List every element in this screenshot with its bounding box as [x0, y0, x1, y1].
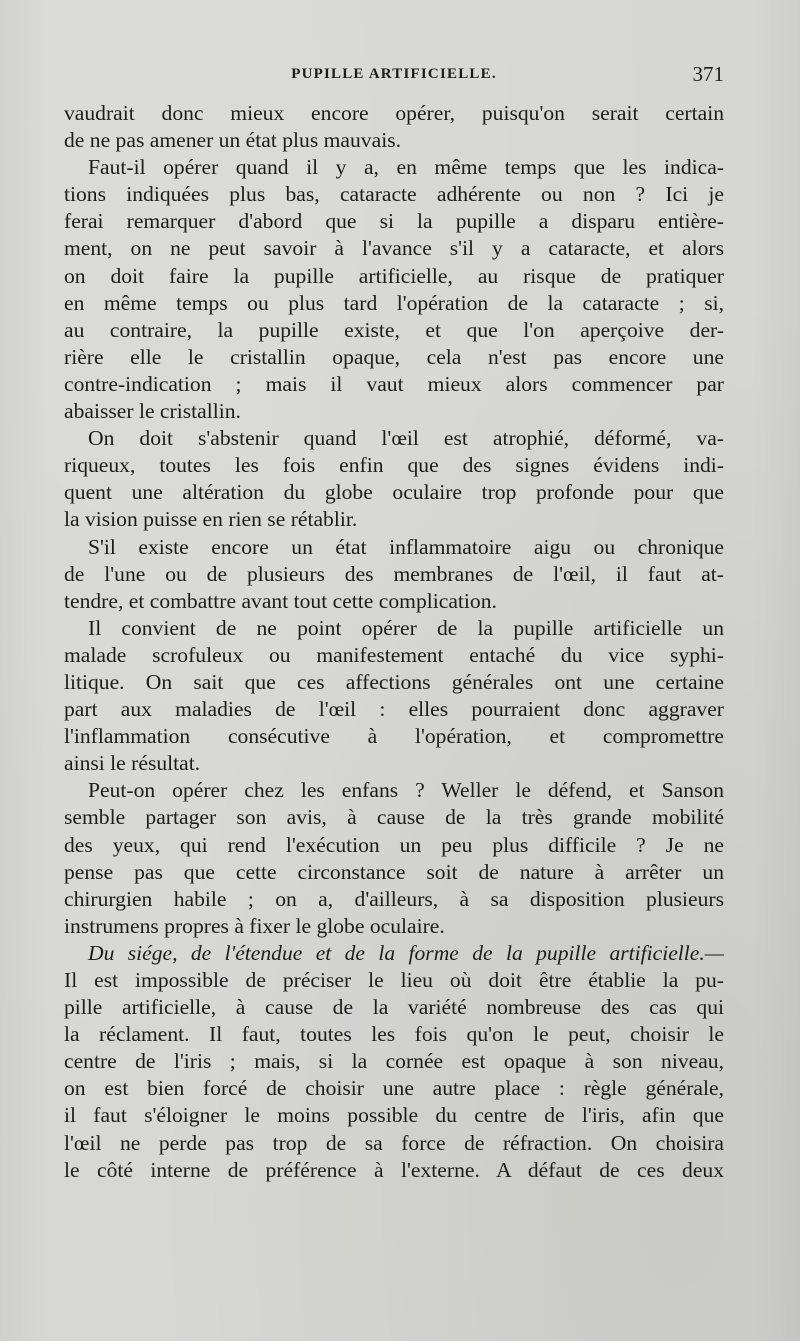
text-line: de ne pas amener un état plus mauvais. [64, 128, 401, 153]
text-line: quent une altération du globe oculaire trop profonde pour que [64, 480, 724, 505]
paragraph [64, 615, 724, 778]
text-line: malade scrofuleux ou manifestement entaché du vice syphi- [64, 642, 724, 667]
page-number: 371 [692, 62, 724, 86]
text-line: contre-indication ; mais il vaut mieux alors commencer par [64, 371, 724, 396]
paragraph [64, 940, 724, 1184]
text-line: ferai remarquer d'abord que si la pupille a disparu entière- [64, 209, 724, 234]
text-line: ainsi le résultat. [64, 751, 201, 776]
paragraph [64, 154, 724, 425]
paragraph [64, 100, 724, 154]
text-line: instrumens propres à fixer le globe oculaire. [64, 913, 445, 938]
text-line: abaisser le cristallin. [64, 399, 241, 424]
text-line: rière elle le cristallin opaque, cela n'est pas encore une [64, 344, 724, 369]
text-line: Faut-il opérer quand il y a, en même temps que les indica- [88, 155, 724, 180]
text-line: pense pas que cette circonstance soit de nature à arrêter un [64, 859, 724, 884]
text-line: en même temps ou plus tard l'opération de la cataracte ; si, [64, 290, 724, 315]
text-line: part aux maladies de l'œil : elles pourraient donc aggraver [64, 697, 724, 722]
paragraph [64, 425, 724, 533]
text-line: Peut-on opérer chez les enfans ? Weller le défend, et Sanson [88, 778, 724, 803]
text-line: chirurgien habile ; on a, d'ailleurs, à sa disposition plusieurs [64, 886, 724, 911]
text-line: tions indiquées plus bas, cataracte adhérente ou non ? Ici je [64, 182, 724, 207]
text-line: pille artificielle, à cause de la variété nombreuse des cas qui [64, 995, 724, 1020]
text-line: ment, on ne peut savoir à l'avance s'il y a cataracte, et alors [64, 236, 724, 261]
paragraph [64, 777, 724, 940]
text-line: au contraire, la pupille existe, et que l'on aperçoive der- [64, 317, 724, 342]
section-heading-italic: Du siége, de l'étendue et de la forme de la pupille artificielle.— [88, 940, 724, 965]
text-line: riqueux, toutes les fois enfin que des signes évidens indi- [64, 453, 724, 478]
text-line: de l'une ou de plusieurs des membranes de l'œil, il faut at- [64, 561, 724, 586]
text-line: vaudrait donc mieux encore opérer, puisqu'on serait certain [64, 101, 724, 125]
text-line: On doit s'abstenir quand l'œil est atrophié, déformé, va- [88, 426, 724, 451]
text-line: la vision puisse en rien se rétablir. [64, 507, 358, 532]
text-line: on doit faire la pupille artificielle, au risque de pratiquer [64, 263, 724, 288]
text-line: le côté interne de préférence à l'externe. A défaut de ces deux [64, 1157, 724, 1182]
paragraph [64, 534, 724, 615]
text-line: centre de l'iris ; mais, si la cornée est opaque à son niveau, [64, 1049, 724, 1074]
text-line: Il convient de ne point opérer de la pupille artificielle un [88, 615, 724, 640]
page-header [64, 62, 724, 90]
body-text [64, 100, 724, 1184]
text-line: litique. On sait que ces affections générales ont une certaine [64, 669, 724, 694]
text-line: il faut s'éloigner le moins possible du centre de l'iris, afin que [64, 1103, 724, 1128]
text-line: semble partager son avis, à cause de la très grande mobilité [64, 805, 724, 830]
text-line: la réclament. Il faut, toutes les fois qu'on le peut, choisir le [64, 1022, 724, 1047]
running-title: PUPILLE ARTIFICIELLE. [291, 66, 497, 82]
text-line: des yeux, qui rend l'exécution un peu plus difficile ? Je ne [64, 832, 724, 857]
text-line: l'œil ne perde pas trop de sa force de réfraction. On choisira [64, 1130, 724, 1155]
text-line: l'inflammation consécutive à l'opération, et compromettre [64, 724, 724, 749]
text-line: S'il existe encore un état inflammatoire aigu ou chronique [88, 534, 724, 559]
text-line: Il est impossible de préciser le lieu où doit être établie la pu- [64, 968, 724, 992]
text-line: tendre, et combattre avant tout cette complication. [64, 588, 497, 613]
text-line: on est bien forcé de choisir une autre place : règle générale, [64, 1076, 724, 1101]
